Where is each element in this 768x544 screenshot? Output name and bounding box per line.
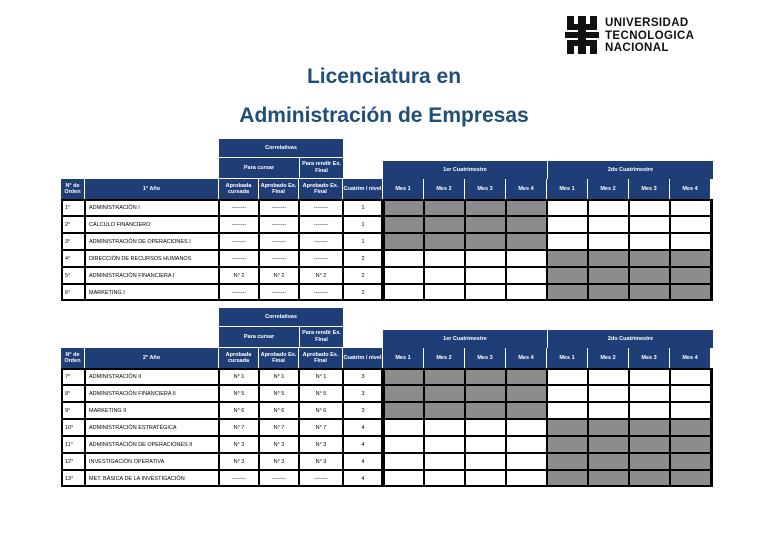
para-cursar-header: Para cursar	[219, 158, 299, 178]
mes-col-header: Mes 4	[506, 348, 547, 368]
month-cell-shaded	[670, 419, 711, 436]
month-cell-shaded	[506, 402, 547, 419]
year-col-header: 2° Año	[85, 348, 219, 368]
month-cell	[383, 267, 424, 284]
cell-ac: --------	[219, 199, 259, 216]
month-cell-shaded	[629, 419, 670, 436]
mes-col-header: Mes 2	[588, 179, 629, 199]
cell-af: --------	[259, 284, 299, 301]
table-row	[61, 453, 713, 470]
month-cell-shaded	[588, 436, 629, 453]
para-rendir-header: Para rendir Ex. Final	[300, 158, 343, 178]
cell-n: 5°	[61, 267, 85, 284]
month-cell-shaded	[629, 267, 670, 284]
month-cell-shaded	[465, 368, 506, 385]
month-cell	[629, 368, 670, 385]
cell-n: 4°	[61, 250, 85, 267]
month-cell-shaded	[465, 216, 506, 233]
cell-ac: N° 7	[219, 419, 259, 436]
month-cell	[547, 233, 588, 250]
cell-ac: N° 3	[219, 453, 259, 470]
cell-af: --------	[259, 216, 299, 233]
month-cell	[506, 470, 547, 487]
cell-nivel: 4	[343, 419, 383, 436]
month-cell-shaded	[424, 233, 465, 250]
subject-name-cell: ADMINISTRACIÓN ESTRATÉGICA	[85, 419, 219, 436]
cell-af: --------	[259, 250, 299, 267]
month-cell-shaded	[547, 250, 588, 267]
month-cell-shaded	[670, 436, 711, 453]
cell-nivel: 3	[343, 402, 383, 419]
month-cell-shaded	[465, 402, 506, 419]
month-cell-shaded	[465, 385, 506, 402]
month-cell-shaded	[547, 470, 588, 487]
cell-nivel: 4	[343, 436, 383, 453]
month-cell	[465, 267, 506, 284]
cell-ac: --------	[219, 470, 259, 487]
page-title-line-1: Licenciatura en	[306, 65, 462, 88]
cell-n: 1°	[61, 199, 85, 216]
month-cell	[506, 453, 547, 470]
subject-name-cell: MARKETING II	[85, 402, 219, 419]
table-row	[61, 385, 713, 402]
mes-col-header: Mes 3	[465, 348, 506, 368]
month-cell	[547, 402, 588, 419]
cell-rf: --------	[299, 284, 343, 301]
month-cell	[424, 267, 465, 284]
month-cell	[383, 470, 424, 487]
month-cell	[383, 284, 424, 301]
table-row	[61, 233, 713, 250]
month-cell-shaded	[383, 385, 424, 402]
mes-col-header: Mes 2	[424, 348, 465, 368]
cell-af: N° 6	[259, 402, 299, 419]
mes-col-header: Mes 1	[547, 348, 588, 368]
mes-col-header: Mes 3	[629, 348, 670, 368]
aprobada-cursada-col-header: Aprobada cursada	[219, 348, 259, 368]
para-rendir-header: Para rendir Ex. Final	[300, 327, 343, 347]
logo-line-1: UNIVERSIDAD	[605, 17, 689, 29]
month-cell-shaded	[383, 233, 424, 250]
month-cell-shaded	[424, 368, 465, 385]
month-cell	[547, 368, 588, 385]
cell-rf: N° 6	[299, 402, 343, 419]
month-cell	[670, 385, 711, 402]
month-cell-shaded	[506, 233, 547, 250]
month-cell	[506, 419, 547, 436]
mes-col-header: Mes 2	[588, 348, 629, 368]
subject-name-cell: CÁLCULO FINANCIERO	[85, 216, 219, 233]
month-cell	[465, 436, 506, 453]
month-cell	[547, 385, 588, 402]
month-cell	[424, 419, 465, 436]
month-cell-shaded	[588, 250, 629, 267]
cell-nivel: 2	[343, 250, 383, 267]
month-cell-shaded	[629, 284, 670, 301]
month-cell	[588, 216, 629, 233]
orden-col-header: N° de Orden	[61, 348, 85, 368]
correlativas-header: Correlativas	[219, 308, 343, 326]
month-cell	[629, 216, 670, 233]
month-cell	[547, 199, 588, 216]
subject-name-cell: ADMINISTRACIÓN II	[85, 368, 219, 385]
subject-name-cell: DIRECCIÓN DE RECURSOS HUMANOS	[85, 250, 219, 267]
month-cell-shaded	[588, 419, 629, 436]
month-cell	[506, 284, 547, 301]
university-logo	[565, 16, 715, 56]
month-cell-shaded	[629, 436, 670, 453]
month-cell	[424, 436, 465, 453]
month-cell	[588, 368, 629, 385]
cell-nivel: 3	[343, 385, 383, 402]
month-cell	[465, 284, 506, 301]
cell-af: --------	[259, 199, 299, 216]
cell-n: 9°	[61, 402, 85, 419]
month-cell-shaded	[383, 368, 424, 385]
month-cell-shaded	[547, 267, 588, 284]
month-cell	[465, 470, 506, 487]
cell-af: N° 3	[259, 436, 299, 453]
cell-rf: N° 3	[299, 453, 343, 470]
cell-af: N° 1	[259, 368, 299, 385]
month-cell-shaded	[547, 419, 588, 436]
cell-ac: --------	[219, 284, 259, 301]
month-cell	[588, 233, 629, 250]
table-row	[61, 267, 713, 284]
cell-rf: N° 1	[299, 368, 343, 385]
cell-n: 3°	[61, 233, 85, 250]
month-cell-shaded	[383, 199, 424, 216]
cell-ac: --------	[219, 250, 259, 267]
month-cell	[670, 216, 711, 233]
table-row	[61, 216, 713, 233]
month-cell	[629, 402, 670, 419]
cell-nivel: 4	[343, 470, 383, 487]
cuatrim-nivel-col-header: Cuatrim / nivel	[343, 179, 383, 199]
rendir-aprobado-final-col-header: Aprobado Ex. Final	[299, 179, 343, 199]
cell-af: N° 3	[259, 453, 299, 470]
cuatrimestre-1-header: 1er Cuatrimestre	[383, 330, 547, 348]
cell-nivel: 1	[343, 216, 383, 233]
month-cell	[670, 233, 711, 250]
cell-rf: --------	[299, 250, 343, 267]
cuatrimestre-1-header: 1er Cuatrimestre	[383, 161, 547, 179]
month-cell-shaded	[465, 233, 506, 250]
cell-n: 11°	[61, 436, 85, 453]
mes-col-header: Mes 1	[383, 348, 424, 368]
mes-col-header: Mes 4	[670, 348, 711, 368]
month-cell	[670, 199, 711, 216]
month-cell-shaded	[424, 402, 465, 419]
cell-n: 2°	[61, 216, 85, 233]
cell-ac: N° 2	[219, 267, 259, 284]
month-cell	[547, 216, 588, 233]
cell-n: 7°	[61, 368, 85, 385]
cell-nivel: 3	[343, 368, 383, 385]
month-cell	[465, 250, 506, 267]
para-cursar-header: Para cursar	[219, 327, 299, 347]
month-cell-shaded	[670, 284, 711, 301]
rendir-aprobado-final-col-header: Aprobado Ex. Final	[299, 348, 343, 368]
cuatrim-nivel-col-header: Cuatrim / nivel	[343, 348, 383, 368]
subject-name-cell: INVESTIGACIÓN OPERATIVA	[85, 453, 219, 470]
cell-ac: --------	[219, 233, 259, 250]
cell-nivel: 1	[343, 233, 383, 250]
cell-af: --------	[259, 470, 299, 487]
month-cell-shaded	[629, 470, 670, 487]
mes-col-header: Mes 4	[506, 179, 547, 199]
table-row	[61, 199, 713, 216]
month-cell-shaded	[424, 385, 465, 402]
month-cell-shaded	[547, 284, 588, 301]
cell-ac: N° 5	[219, 385, 259, 402]
month-cell	[383, 436, 424, 453]
month-cell	[588, 199, 629, 216]
cell-ac: N° 1	[219, 368, 259, 385]
month-cell-shaded	[383, 402, 424, 419]
month-cell	[670, 368, 711, 385]
cell-af: N° 5	[259, 385, 299, 402]
table-row	[61, 419, 713, 436]
month-cell-shaded	[547, 453, 588, 470]
month-cell-shaded	[588, 453, 629, 470]
table-row	[61, 250, 713, 267]
subject-name-cell: ADMINISTRACIÓN DE OPERACIONES I	[85, 233, 219, 250]
cuatrimestre-2-header: 2do Cuatrimestre	[548, 161, 713, 179]
mes-col-header: Mes 4	[670, 179, 711, 199]
orden-col-header: N° de Orden	[61, 179, 85, 199]
month-cell-shaded	[670, 470, 711, 487]
cell-n: 10°	[61, 419, 85, 436]
cell-n: 6°	[61, 284, 85, 301]
cell-ac: N° 6	[219, 402, 259, 419]
page-title-line-2: Administración de Empresas	[239, 104, 529, 127]
cell-ac: --------	[219, 216, 259, 233]
cell-rf: --------	[299, 470, 343, 487]
cell-nivel: 1	[343, 199, 383, 216]
aprobado-final-col-header: Aprobado Ex. Final	[259, 348, 299, 368]
subject-name-cell: ADMINISTRACIÓN FINANCIERA II	[85, 385, 219, 402]
month-cell	[383, 419, 424, 436]
month-cell-shaded	[629, 453, 670, 470]
cell-ac: N° 3	[219, 436, 259, 453]
month-cell	[629, 233, 670, 250]
month-cell	[506, 267, 547, 284]
cell-af: N° 7	[259, 419, 299, 436]
subject-name-cell: MET. BÁSICA DE LA INVESTIGACIÓN	[85, 470, 219, 487]
month-cell	[629, 385, 670, 402]
month-cell-shaded	[670, 267, 711, 284]
cell-rf: N° 5	[299, 385, 343, 402]
month-cell-shaded	[506, 216, 547, 233]
cell-nivel: 2	[343, 267, 383, 284]
month-cell	[424, 453, 465, 470]
cell-n: 8°	[61, 385, 85, 402]
subject-name-cell: ADMINISTRACIÓN I	[85, 199, 219, 216]
logo-line-3: NACIONAL	[605, 42, 669, 54]
correlativas-header: Correlativas	[219, 139, 343, 157]
cuatrimestre-2-header: 2do Cuatrimestre	[548, 330, 713, 348]
month-cell-shaded	[588, 267, 629, 284]
cell-af: N° 2	[259, 267, 299, 284]
table-row	[61, 284, 713, 301]
month-cell-shaded	[424, 199, 465, 216]
month-cell-shaded	[424, 216, 465, 233]
month-cell-shaded	[506, 368, 547, 385]
month-cell-shaded	[547, 436, 588, 453]
month-cell-shaded	[629, 250, 670, 267]
month-cell-shaded	[506, 199, 547, 216]
mes-col-header: Mes 2	[424, 179, 465, 199]
logo-wordmark	[605, 17, 694, 55]
aprobada-cursada-col-header: Aprobada cursada	[219, 179, 259, 199]
table-row	[61, 368, 713, 385]
month-cell-shaded	[383, 216, 424, 233]
cell-rf: --------	[299, 199, 343, 216]
month-cell	[424, 250, 465, 267]
month-cell	[670, 402, 711, 419]
month-cell	[588, 402, 629, 419]
mes-col-header: Mes 1	[547, 179, 588, 199]
cell-n: 12°	[61, 453, 85, 470]
cell-af: --------	[259, 233, 299, 250]
cell-rf: N° 2	[299, 267, 343, 284]
cell-rf: --------	[299, 233, 343, 250]
utn-logo-icon	[565, 16, 599, 54]
month-cell	[506, 250, 547, 267]
month-cell-shaded	[588, 284, 629, 301]
month-cell	[424, 284, 465, 301]
month-cell	[629, 199, 670, 216]
cell-rf: N° 7	[299, 419, 343, 436]
year-col-header: 1° Año	[85, 179, 219, 199]
cell-nivel: 4	[343, 453, 383, 470]
subject-name-cell: ADMINISTRACIÓN DE OPERACIONES II	[85, 436, 219, 453]
month-cell	[424, 470, 465, 487]
table-row	[61, 402, 713, 419]
table-row	[61, 436, 713, 453]
logo-line-2: TECNOLOGICA	[605, 29, 695, 42]
table-row	[61, 470, 713, 487]
month-cell	[383, 453, 424, 470]
cell-nivel: 2	[343, 284, 383, 301]
mes-col-header: Mes 3	[465, 179, 506, 199]
subject-name-cell: MARKETING I	[85, 284, 219, 301]
aprobado-final-col-header: Aprobado Ex. Final	[259, 179, 299, 199]
month-cell	[465, 419, 506, 436]
month-cell-shaded	[506, 385, 547, 402]
month-cell-shaded	[465, 199, 506, 216]
month-cell-shaded	[588, 470, 629, 487]
month-cell-shaded	[670, 250, 711, 267]
mes-col-header: Mes 1	[383, 179, 424, 199]
month-cell	[465, 453, 506, 470]
cell-n: 13°	[61, 470, 85, 487]
subject-name-cell: ADMINISTRACIÓN FINANCIERA I	[85, 267, 219, 284]
month-cell	[383, 250, 424, 267]
cell-rf: N° 3	[299, 436, 343, 453]
cell-rf: --------	[299, 216, 343, 233]
month-cell	[588, 385, 629, 402]
month-cell	[506, 436, 547, 453]
mes-col-header: Mes 3	[629, 179, 670, 199]
month-cell-shaded	[670, 453, 711, 470]
